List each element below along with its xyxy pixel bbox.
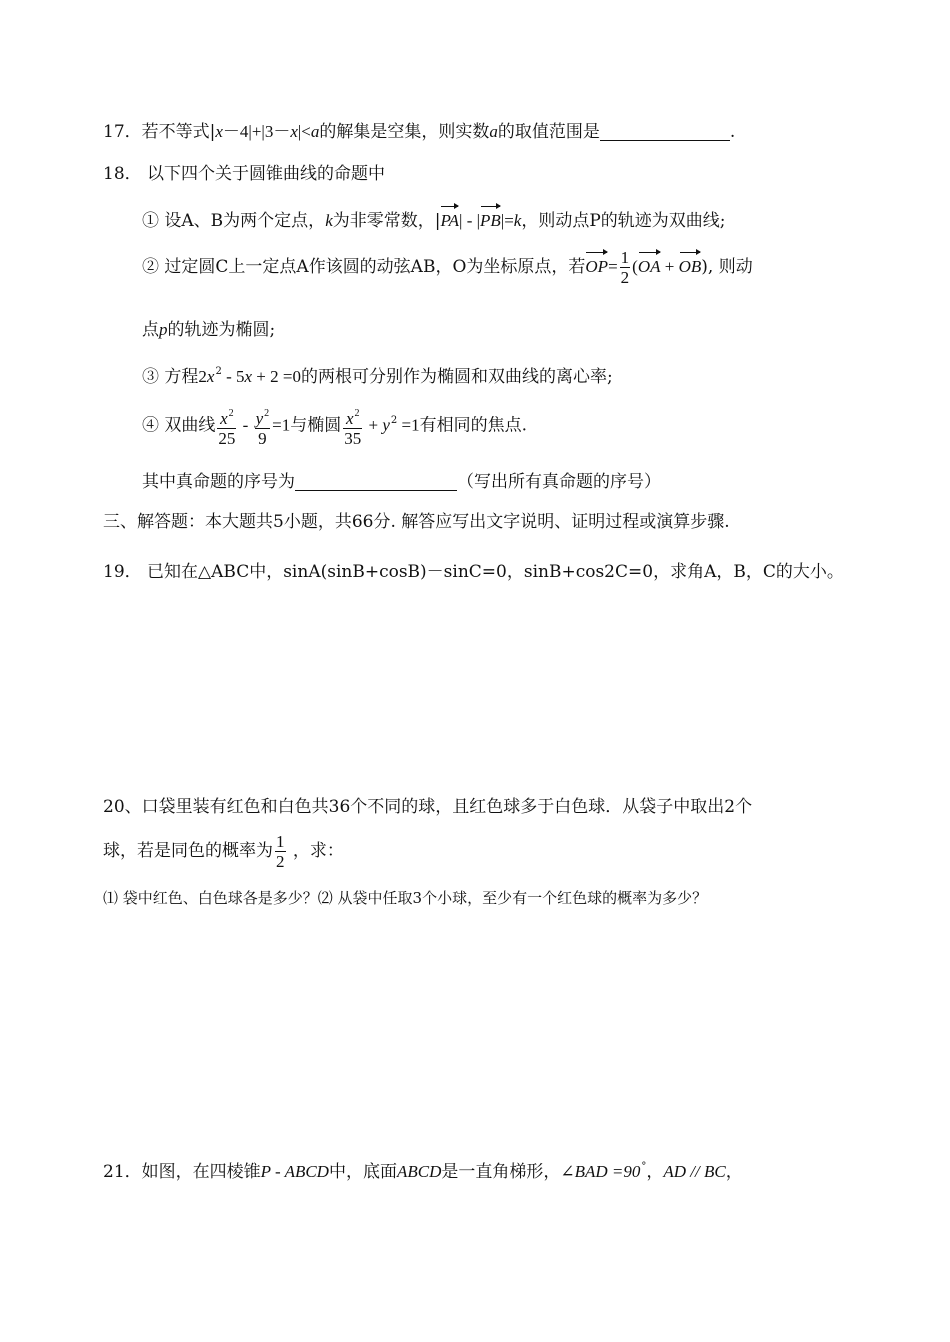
question-17 — [103, 120, 735, 144]
math-expr: - 5 — [221, 367, 245, 386]
math-symbol: - — [238, 415, 253, 435]
fraction-denominator: 35 — [344, 429, 362, 448]
fraction-one-half — [620, 248, 631, 287]
math-var: a — [489, 122, 498, 141]
question-text: ， — [725, 1162, 743, 1182]
math-var: y — [255, 409, 264, 428]
math-expr: ∠BAD =90 — [560, 1162, 641, 1181]
fraction-numerator: 1 — [620, 248, 630, 267]
fraction-x2-over-35 — [343, 404, 362, 448]
proposition-text: 的轨迹为椭圆; — [167, 320, 276, 340]
proposition-text: 点 — [142, 320, 159, 340]
math-var: y — [382, 415, 390, 435]
proposition-text: 有相同的焦点. — [419, 415, 527, 436]
answer-blank[interactable] — [600, 122, 730, 141]
math-var: x — [345, 409, 354, 428]
proposition-text: 与椭圆 — [290, 415, 342, 436]
proposition-3 — [142, 360, 613, 389]
question-20-line2 — [103, 832, 344, 871]
math-symbol: =1 — [397, 415, 420, 435]
math-expr: ABCD — [396, 1162, 442, 1181]
math-exponent: 2 — [264, 408, 270, 419]
math-symbol: ( — [632, 257, 638, 276]
math-symbol: + — [660, 257, 679, 276]
math-expr: + 2 =0 — [252, 367, 301, 386]
question-21 — [103, 1155, 743, 1184]
question-text: 的取值范围是 — [497, 122, 600, 142]
question-number: 19． — [103, 562, 142, 582]
question-text: ，求： — [292, 841, 344, 861]
fraction-y2-over-9 — [255, 404, 271, 448]
math-var: x — [215, 122, 223, 141]
proposition-text: ③ 方程 — [142, 367, 199, 387]
question-20-subquestions: ⑴ 袋中红色、白色球各是多少？⑵ 从袋中任取3个小球，至少有一个红色球的概率为多少？ — [103, 889, 708, 907]
question-text: 21．如图，在四棱锥 — [103, 1162, 261, 1182]
proposition-text: |= — [500, 211, 514, 230]
proposition-text: ), 则动 — [701, 257, 753, 277]
proposition-text: | - | — [459, 211, 481, 230]
math-var: x — [290, 122, 298, 141]
vector-OP: OP — [585, 250, 608, 279]
answer-blank[interactable] — [295, 472, 457, 491]
vector-OA: OA — [638, 250, 661, 279]
math-var: x — [206, 367, 215, 386]
proposition-text: ，则动点P的轨迹为双曲线; — [521, 211, 726, 231]
question-text: 是一直角梯形， — [441, 1162, 561, 1182]
proposition-2-continued — [142, 318, 275, 342]
question-text: 以下四个关于圆锥曲线的命题中 — [147, 164, 386, 184]
question-text: 中，底面 — [328, 1162, 397, 1182]
question-text: 已知在△ABC中，sinA(sinB+cosB)－sinC=0，sinB+cos2C=0，求角A，B，C的大小。 — [147, 562, 844, 582]
answer-hint: （写出所有真命题的序号） — [457, 472, 661, 492]
math-exponent: 2 — [215, 366, 222, 377]
math-exponent: 2 — [354, 408, 360, 419]
math-symbol: + — [364, 415, 383, 435]
answer-prompt: 其中真命题的序号为 — [142, 472, 295, 492]
math-expr: 2 — [198, 367, 207, 386]
question-text: . — [729, 122, 736, 142]
question-text: 若不等式| — [141, 122, 216, 142]
question-18-answer — [142, 470, 661, 494]
fraction-denominator: 2 — [620, 268, 630, 287]
fraction-denominator: 2 — [276, 852, 285, 871]
question-18-intro — [103, 162, 385, 186]
question-text: ， — [646, 1162, 664, 1182]
fraction-denominator: 9 — [255, 428, 271, 448]
math-var: p — [159, 320, 168, 339]
question-text: 的解集是空集，则实数 — [319, 122, 490, 142]
proposition-4 — [142, 404, 527, 448]
math-symbol: =1 — [272, 415, 291, 435]
proposition-text: ④ 双曲线 — [142, 415, 216, 436]
math-symbol: = — [608, 257, 618, 276]
math-exponent: 2 — [390, 414, 398, 426]
fraction-numerator — [255, 404, 271, 428]
question-text: －4|+|3－ — [222, 122, 291, 141]
fraction-numerator — [217, 404, 236, 428]
proposition-text: ② 过定圆C上一定点A作该圆的动弦AB，O为坐标原点，若 — [142, 257, 586, 277]
proposition-2 — [142, 248, 753, 287]
vector-PB: PB — [480, 204, 501, 233]
fraction-numerator — [343, 404, 362, 428]
math-var: k — [325, 211, 333, 230]
question-text: 球，若是同色的概率为 — [103, 841, 273, 861]
section-heading: 三、解答题：本大题共5小题，共66分. 解答应写出文字说明、证明过程或演算步骤. — [103, 512, 730, 532]
question-text: |< — [297, 122, 311, 141]
question-20-line1: 20、口袋里装有红色和白色共36个不同的球，且红色球多于白色球．从袋子中取出2个 — [103, 797, 753, 817]
vector-PA: PA — [440, 204, 459, 233]
fraction-numerator: 1 — [276, 832, 285, 851]
math-var: k — [513, 211, 522, 230]
vector-OB: OB — [679, 250, 702, 279]
proposition-text: 的两根可分别作为椭圆和双曲线的离心率; — [300, 367, 613, 387]
math-exponent: ° — [641, 1161, 647, 1172]
question-number: 17． — [103, 122, 142, 142]
fraction-x2-over-25 — [217, 404, 236, 448]
math-var: x — [220, 409, 228, 428]
fraction-one-half — [275, 832, 286, 871]
math-var: a — [310, 122, 320, 141]
proposition-text: ① 设A、B为两个定点， — [142, 211, 326, 231]
math-expr: P - ABCD — [260, 1162, 329, 1181]
math-var: x — [244, 367, 253, 386]
fraction-denominator: 25 — [218, 429, 236, 448]
question-number: 18． — [103, 164, 142, 184]
proposition-text: 为非零常数，| — [332, 211, 441, 231]
proposition-1 — [142, 204, 726, 233]
math-expr: AD // BC — [663, 1162, 726, 1181]
question-19 — [103, 560, 844, 584]
math-exponent: 2 — [228, 408, 234, 419]
